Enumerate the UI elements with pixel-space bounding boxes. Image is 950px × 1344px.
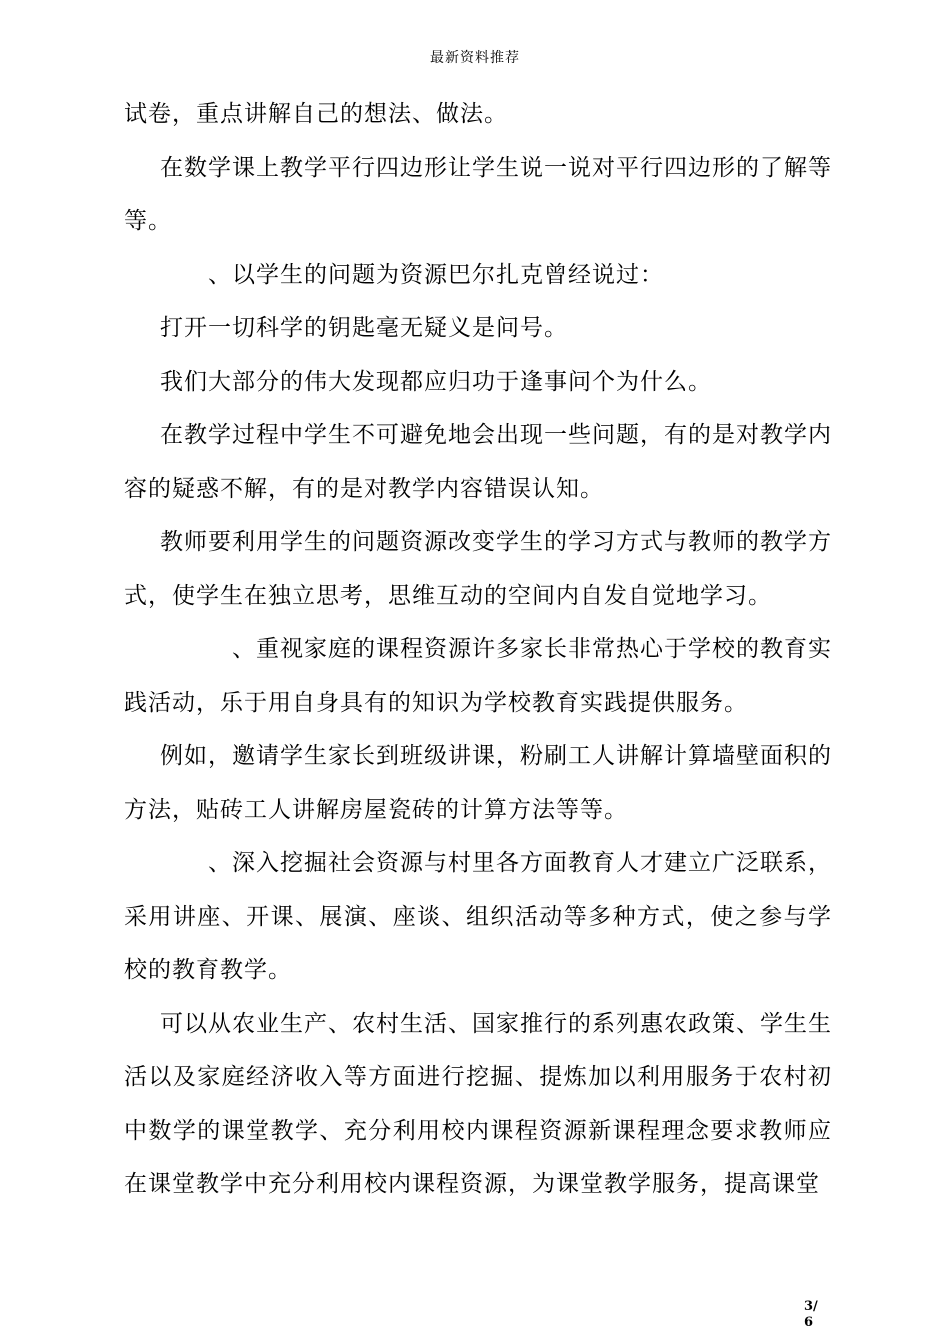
paragraph-continuation: 试卷，重点讲解自己的想法、做法。 xyxy=(124,101,508,127)
paragraph-parent-lecture-example: 例如，邀请学生家长到班级讲课，粉刷工人讲解计算墙壁面积的方法，贴砖工人讲解房屋瓷砖的计算方法等等。 xyxy=(124,743,832,823)
paragraph-question-mark-quote: 打开一切科学的钥匙毫无疑义是问号。 xyxy=(160,315,568,341)
paragraph-social-resources: 、深入挖掘社会资源与村里各方面教育人才建立广泛联系，采用讲座、开课、展演、座谈、组织活动等多种方式，使之参与学校的教育教学。 xyxy=(124,850,832,983)
paragraph-student-questions-heading: 、以学生的问题为资源巴尔扎克曾经说过： xyxy=(208,261,664,288)
paragraph-parallelogram-example: 在数学课上教学平行四边形让学生说一说对平行四边形的了解等等。 xyxy=(124,154,832,234)
paragraph-great-discoveries: 我们大部分的伟大发现都应归功于逢事问个为什么。 xyxy=(160,368,712,395)
paragraph-rural-resources: 可以从农业生产、农村生活、国家推行的系列惠农政策、学生生活以及家庭经济收入等方面进行挖掘、提炼加以利用服务于农村初中数学的课堂教学、充分利用校内课程资源新课程理念要求教师应在课堂教学中充分利用校内课程资源，为课堂教学服务，提高课堂 xyxy=(124,1010,832,1197)
document-body xyxy=(124,88,832,1212)
page-number: 3/6 xyxy=(804,1299,818,1330)
paragraph-family-resources: 、重视家庭的课程资源许多家长非常热心于学校的教育实践活动，乐于用自身具有的知识为学校教育实践提供服务。 xyxy=(124,636,832,716)
page-header: 最新资料推荐 xyxy=(430,50,520,66)
paragraph-question-resources: 教师要利用学生的问题资源改变学生的学习方式与教师的教学方式，使学生在独立思考，思维互动的空间内自发自觉地学习。 xyxy=(124,529,832,609)
paragraph-teaching-problems: 在教学过程中学生不可避免地会出现一些问题，有的是对教学内容的疑惑不解，有的是对教学内容错误认知。 xyxy=(124,422,832,502)
